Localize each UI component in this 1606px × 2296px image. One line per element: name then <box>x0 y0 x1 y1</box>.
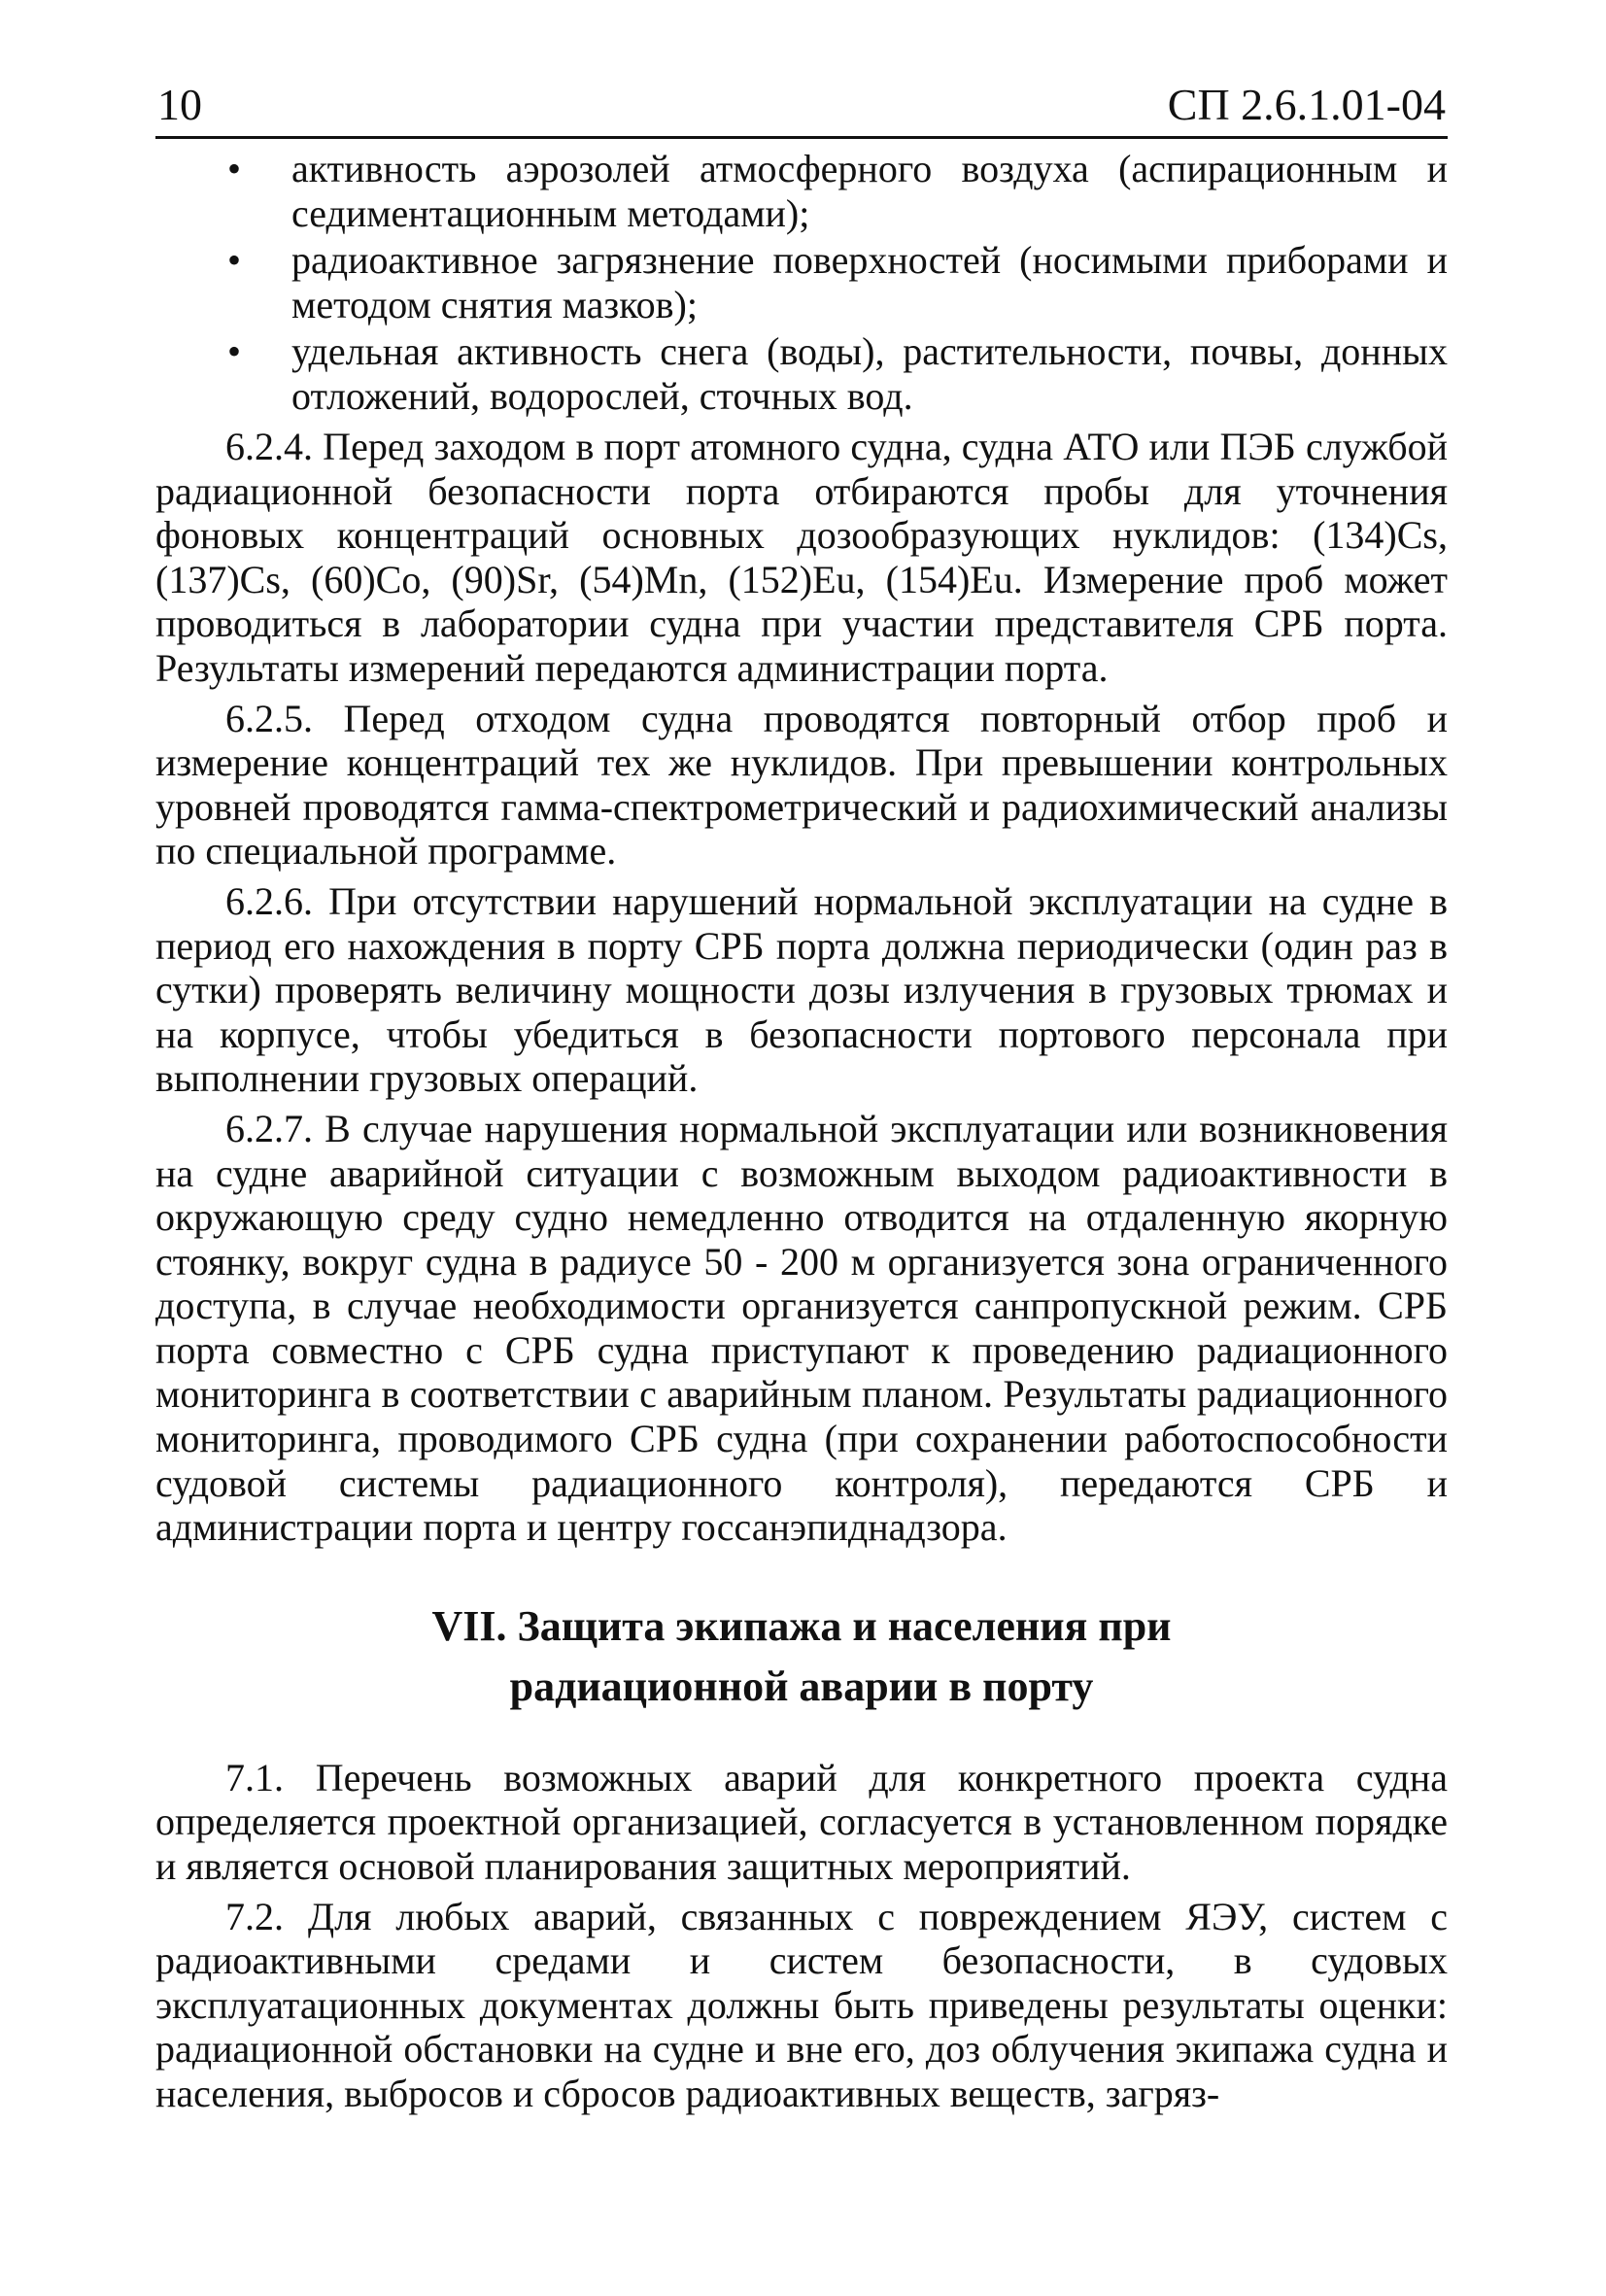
bullet-icon: • <box>227 147 242 190</box>
list-item <box>155 238 1448 327</box>
bullet-icon: • <box>227 329 242 373</box>
list-item-text: радиоактивное загрязнение поверхностей (носимыми приборами и методом снятия мазков); <box>291 238 1448 326</box>
section-title-line-2: радиационной аварии в порту <box>509 1662 1094 1710</box>
paragraph-6-2-4: 6.2.4. Перед заходом в порт атомного судна, судна АТО или ПЭБ службой радиационной безопасности порта отбираются пробы для уточнения фоновых концентраций основных дозообразующих нуклидов: (134)Cs, (137)Cs, (60)Co, (90)Sr, (54)Mn, (152)Eu, (154)Eu. Измерение проб может проводиться в лаборатории судна при участии представителя СРБ порта. Результаты измерений передаются администрации порта. <box>155 425 1448 690</box>
list-item-text: удельная активность снега (воды), растительности, почвы, донных отложений, водорослей, сточных вод. <box>291 329 1448 418</box>
list-item <box>155 147 1448 236</box>
paragraph-6-2-7: 6.2.7. В случае нарушения нормальной эксплуатации или возникновения на судне аварийной ситуации с возможным выходом радиоактивности в окружающую среду судно немедленно отводится на отдаленную якорную стоянку, вокруг судна в радиусе 50 - 200 м организуется зона ограниченного доступа, в случае необходимости организуется санпропускной режим. СРБ порта совместно с СРБ судна приступают к проведению радиационного мониторинга в соответствии с аварийным планом. Результаты радиационного мониторинга, проводимого СРБ судна (при сохранении работоспособности судовой системы радиационного контроля), передаются СРБ и администрации порта и центру госсанэпиднадзора. <box>155 1106 1448 1550</box>
document-page <box>155 78 1448 2116</box>
measurement-list <box>155 147 1448 419</box>
paragraph-6-2-6: 6.2.6. При отсутствии нарушений нормальной эксплуатации на судне в период его нахождения в порту СРБ порта должна периодически (один раз в сутки) проверять величину мощности дозы излучения в грузовых трюмах и на корпусе, чтобы убедиться в безопасности портового персонала при выполнении грузовых операций. <box>155 878 1448 1101</box>
paragraph-7-2: 7.2. Для любых аварий, связанных с повреждением ЯЭУ, систем с радиоактивными средами и систем безопасности, в судовых эксплуатационных документах должны быть приведены результаты оценки: радиационной обстановки на судне и вне его, доз облучения экипажа судна и населения, выбросов и сбросов радиоактивных веществ, загряз- <box>155 1894 1448 2115</box>
paragraph-6-2-5: 6.2.5. Перед отходом судна проводятся повторный отбор проб и измерение концентраций тех же нуклидов. При превышении контрольных уровней проводятся гамма-спектрометрический и радиохимический анализы по специальной программе. <box>155 696 1448 874</box>
document-code: СП 2.6.1.01-04 <box>1167 80 1446 129</box>
page-number: 10 <box>157 80 202 129</box>
bullet-icon: • <box>227 238 242 282</box>
page-header <box>155 78 1448 139</box>
list-item <box>155 329 1448 419</box>
list-item-text: активность аэрозолей атмосферного воздуха (аспирационным и седиментационным методами); <box>291 147 1448 235</box>
section-title <box>155 1596 1448 1717</box>
section-title-line-1: VII. Защита экипажа и населения при <box>431 1601 1172 1650</box>
paragraph-7-1: 7.1. Перечень возможных аварий для конкретного проекта судна определяется проектной организацией, согласуется в установленном порядке и является основой планирования защитных мероприятий. <box>155 1755 1448 1889</box>
